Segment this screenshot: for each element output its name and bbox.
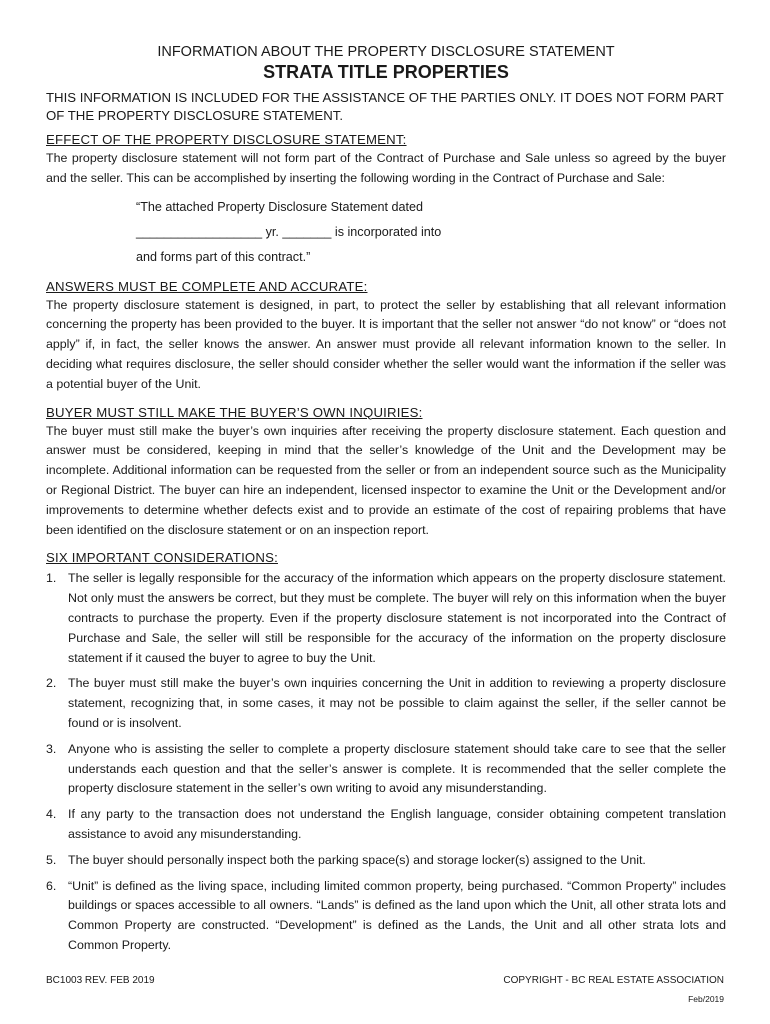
quote-line-3: and forms part of this contract.” bbox=[136, 249, 311, 264]
buyer-paragraph: The buyer must still make the buyer’s own inquiries after receiving the property disclosure statement. Each question and answer must be considered, keeping in mind that the seller’s knowledge of the Unit and the Development may be incomplete. Additional information can be requested from the seller or from an independent source such as the Municipality or Regional District. The buyer can hire an independent, licensed inspector to examine the Unit or the Development and/or improvements to determine whether defects exist and to provide an estimate of the cost of repairing problems that have been identified on the disclosure statement or on an inspection report. bbox=[46, 423, 726, 537]
considerations-list bbox=[46, 569, 726, 955]
list-item: 3. Anyone who is assisting the seller to complete a property disclosure statement should take care to see that the seller understands each question and that the seller’s answer is complete. It is recommended that the seller complete the property disclosure statement in the seller’s own writing to avoid any misunderstanding. bbox=[46, 741, 726, 796]
list-item: 4. If any party to the transaction does not understand the English language, consider obtaining competent translation assistance to avoid any misunderstanding. bbox=[46, 807, 726, 841]
effect-heading: EFFECT OF THE PROPERTY DISCLOSURE STATEMENT: bbox=[46, 132, 407, 147]
form-id: BC1003 REV. FEB 2019 bbox=[46, 975, 155, 986]
list-item: 6. “Unit” is defined as the living space, including limited common property, being purchased. “Common Property” includes buildings or spaces accessible to all owners. “Lands” is defined as the land upon which the Unit, all other strata lots and Common Property are constructed. “Development” is defined as the Lands, the Unit and all other strata lots and Common Property. bbox=[46, 878, 726, 952]
answers-paragraph: The property disclosure statement is designed, in part, to protect the seller by establishing that all relevant information concerning the property has been provided to the buyer. It is important that the seller not answer “do not know” or “does not apply” if, in fact, the seller knows the answer. An answer must provide all relevant information known to the seller. In deciding what requires disclosure, the seller should consider whether the seller would want the information if the seller was a potential buyer of the Unit. bbox=[46, 297, 726, 391]
six-considerations-heading: SIX IMPORTANT CONSIDERATIONS: bbox=[46, 550, 278, 566]
answers-heading: ANSWERS MUST BE COMPLETE AND ACCURATE: bbox=[46, 278, 368, 294]
document-supertitle: INFORMATION ABOUT THE PROPERTY DISCLOSURE STATEMENT bbox=[157, 44, 615, 60]
list-item: 1. The seller is legally responsible for the accuracy of the information which appears on the property disclosure statement. Not only must the answers be correct, but they must be complete. The buyer will rely on this information when the buyer contracts to purchase the property. Even if the property disclosure statement is not incorporated into the Contract of Purchase and Sale, the seller will still be responsible for the accuracy of the information on the property disclosure statement if it caused the buyer to agree to buy the Unit. bbox=[46, 571, 726, 665]
effect-paragraph: The property disclosure statement will not form part of the Contract of Purchase and Sale unless so agreed by the buyer and the seller. This can be accomplished by inserting the following wording in the Contract of Purchase and Sale: bbox=[46, 151, 726, 185]
contract-wording-quote bbox=[136, 195, 726, 270]
quote-line-2: __________________ yr. _______ is incorporated into bbox=[136, 224, 442, 239]
document-page bbox=[46, 40, 726, 962]
quote-line-1: “The attached Property Disclosure Statement dated bbox=[136, 199, 424, 214]
list-item: 2. The buyer must still make the buyer’s own inquiries concerning the Unit in addition to reviewing a property disclosure statement, recognizing that, in some cases, it may not be possible to claim against the seller, if the seller cannot be found or is insolvent. bbox=[46, 676, 726, 730]
footer-date: Feb/2019 bbox=[688, 994, 724, 1004]
list-item: 5. The buyer should personally inspect both the parking space(s) and storage locker(s) assigned to the Unit. bbox=[46, 852, 646, 867]
buyer-heading: BUYER MUST STILL MAKE THE BUYER’S OWN INQUIRIES: bbox=[46, 404, 423, 420]
copyright-notice: COPYRIGHT - BC REAL ESTATE ASSOCIATION bbox=[503, 975, 724, 986]
intro-notice: THIS INFORMATION IS INCLUDED FOR THE ASSISTANCE OF THE PARTIES ONLY. IT DOES NOT FORM PART OF THE PROPERTY DISCLOSURE STATEMENT. bbox=[46, 90, 724, 123]
document-title: STRATA TITLE PROPERTIES bbox=[263, 62, 509, 82]
